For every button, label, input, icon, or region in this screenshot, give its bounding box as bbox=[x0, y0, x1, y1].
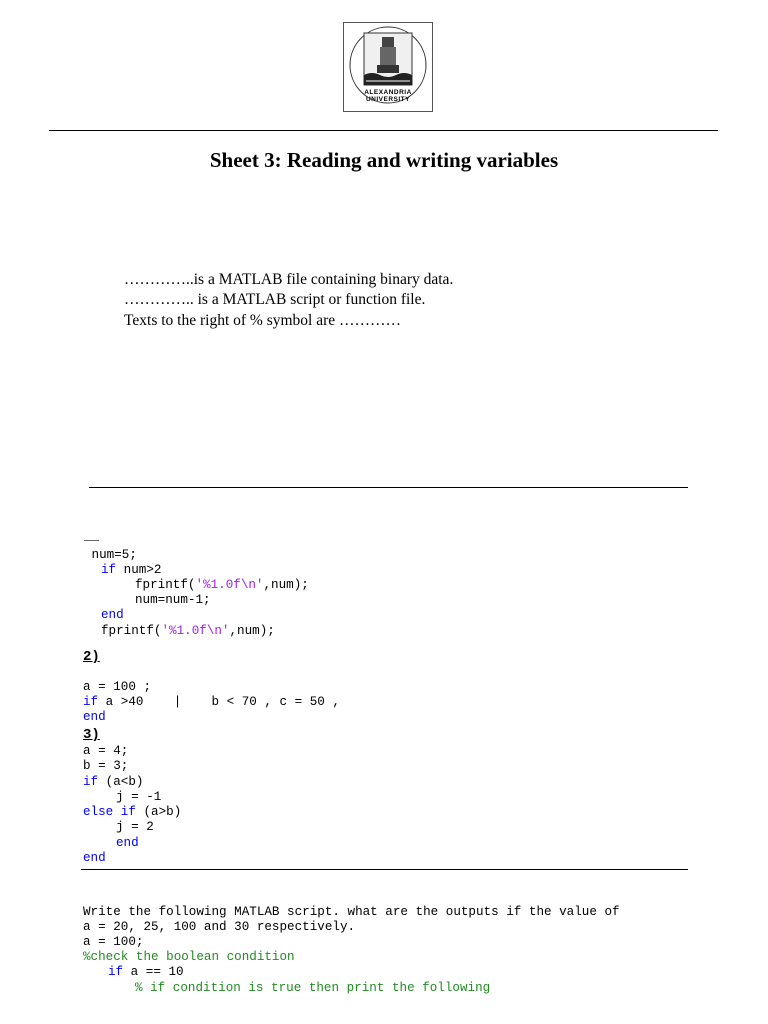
code-line bbox=[101, 563, 161, 578]
code-text: a >40 | b < 70 , c = 50 , bbox=[98, 695, 340, 709]
comment-line: %check the boolean condition bbox=[83, 950, 295, 964]
code-line: num=num-1; bbox=[135, 593, 211, 607]
keyword: end bbox=[101, 608, 124, 622]
code-line: j = -1 bbox=[116, 790, 162, 804]
code-line bbox=[135, 578, 309, 593]
university-logo bbox=[343, 22, 433, 112]
code-line bbox=[101, 624, 275, 639]
comment-line: % if condition is true then print the following bbox=[135, 981, 491, 995]
code-line bbox=[83, 775, 143, 790]
keyword: else if bbox=[83, 805, 136, 819]
keyword: if bbox=[83, 695, 99, 709]
section-2-label: 2) bbox=[83, 649, 100, 665]
code-text: fprintf( bbox=[101, 624, 162, 638]
code-line bbox=[83, 805, 181, 820]
section-3-label: 3) bbox=[83, 727, 100, 743]
section-1-label: __ bbox=[84, 529, 100, 543]
code-text: a == 10 bbox=[123, 965, 184, 979]
code-line: a = 100; bbox=[83, 935, 144, 949]
page-title: Sheet 3: Reading and writing variables bbox=[209, 148, 559, 172]
code-text: ,num); bbox=[263, 578, 309, 592]
keyword: end bbox=[83, 851, 106, 865]
code-line: a = 4; bbox=[83, 744, 129, 758]
code-text: num>2 bbox=[116, 563, 162, 577]
code-line: b = 3; bbox=[83, 759, 129, 773]
code-text: (a<b) bbox=[98, 775, 144, 789]
keyword: end bbox=[116, 836, 139, 850]
code-text: ,num); bbox=[229, 624, 275, 638]
code-text: (a>b) bbox=[135, 805, 182, 819]
keyword: if bbox=[83, 775, 99, 789]
top-divider bbox=[49, 130, 718, 131]
instruction-line: Write the following MATLAB script. what are the outputs if the value of bbox=[83, 905, 620, 919]
bottom-divider bbox=[81, 869, 688, 870]
logo-text: ALEXANDRIA UNIVERSITY bbox=[364, 89, 412, 103]
code-line bbox=[108, 965, 184, 980]
code-line: j = 2 bbox=[116, 820, 154, 834]
string-literal: '%1.0f\n' bbox=[195, 578, 264, 592]
code-line: num=5; bbox=[84, 548, 137, 562]
code-line: a = 100 ; bbox=[83, 680, 152, 694]
keyword: end bbox=[83, 710, 106, 724]
instruction-line: a = 20, 25, 100 and 30 respectively. bbox=[83, 920, 356, 934]
code-text: fprintf( bbox=[135, 578, 196, 592]
middle-divider bbox=[89, 487, 688, 488]
question-2: ………….. is a MATLAB script or function file. bbox=[124, 291, 426, 308]
string-literal: '%1.0f\n' bbox=[161, 624, 230, 638]
question-3: Texts to the right of % symbol are ………… bbox=[124, 312, 402, 329]
keyword: if bbox=[101, 563, 117, 577]
keyword: if bbox=[108, 965, 124, 979]
code-line bbox=[83, 695, 340, 710]
question-1: …………..is a MATLAB file containing binary data. bbox=[124, 271, 454, 288]
